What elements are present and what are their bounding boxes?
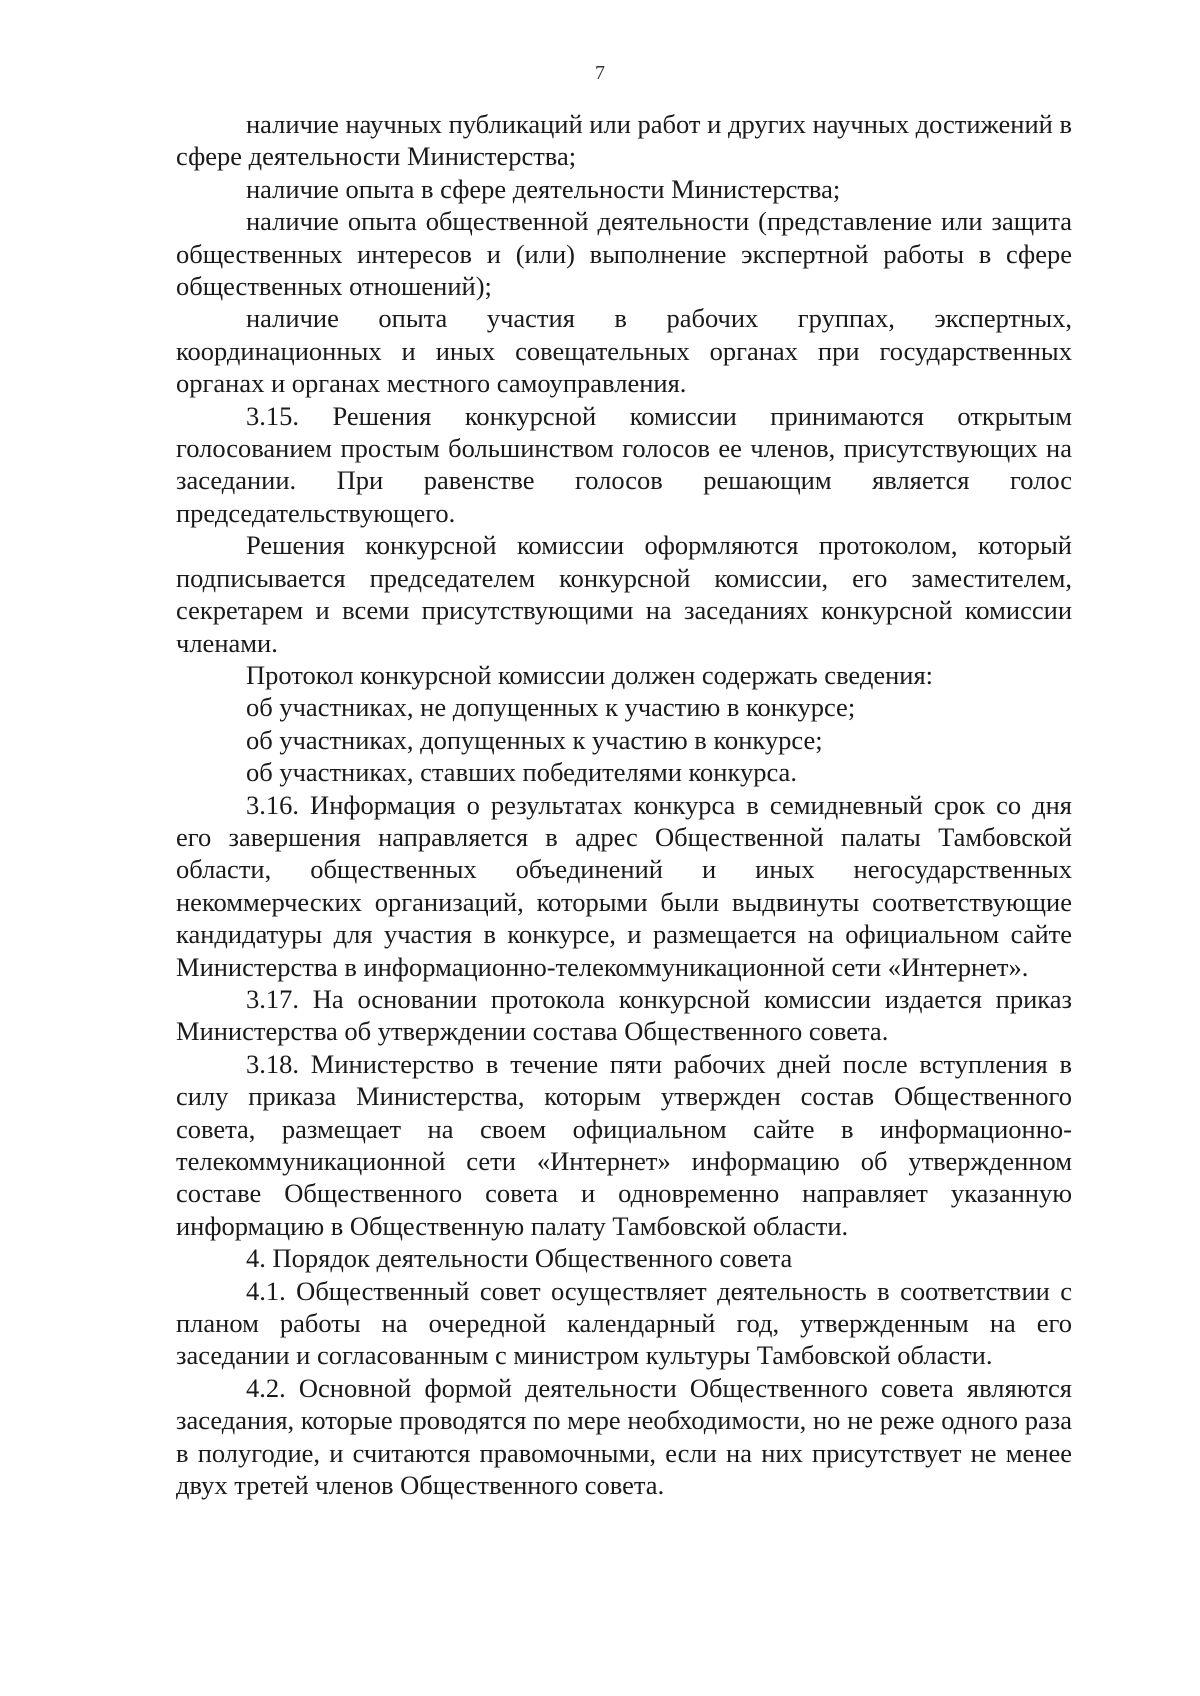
paragraph: наличие опыта общественной деятельности (представление или защита общественных интересов и (или) выполнение экспертной работы в сфере общественных отношений);	[176, 206, 1072, 302]
paragraph: об участниках, не допущенных к участию в конкурсе;	[246, 692, 856, 723]
paragraph: 4.1. Общественный совет осуществляет деятельность в соответствии с планом работы на очередной календарный год, утвержденным на его заседании и согласованным с министром культуры Тамбовской области.	[176, 1275, 1072, 1371]
paragraph: наличие научных публикаций или работ и других научных достижений в сфере деятельности Министерства;	[176, 109, 1072, 172]
paragraph: наличие опыта в сфере деятельности Министерства;	[246, 173, 841, 204]
paragraph: Решения конкурсной комиссии оформляются протоколом, который подписывается председателем конкурсной комиссии, его заместителем, секретарем и всеми присутствующими на заседаниях конкурсной комиссии членами.	[176, 530, 1072, 658]
page-number: 7	[595, 62, 605, 84]
paragraph: об участниках, допущенных к участию в конкурсе;	[246, 724, 823, 755]
paragraph: об участниках, ставших победителями конкурса.	[246, 757, 797, 788]
paragraph: Протокол конкурсной комиссии должен содержать сведения:	[246, 659, 933, 690]
paragraph: 3.16. Информация о результатах конкурса в семидневный срок со дня его завершения направляется в адрес Общественной палаты Тамбовской области, общественных объединений и иных негосударственных некоммерческих организаций, которыми были выдвинуты соответствующие кандидатуры для участия в конкурсе, и размещается на официальном сайте Министерства в информационно-телекоммуникационной сети «Интернет».	[176, 789, 1072, 982]
paragraph: 4.2. Основной формой деятельности Общественного совета являются заседания, которые проводятся по мере необходимости, но не реже одного раза в полугодие, и считаются правомочными, если на них присутствует не менее двух третей членов Общественного совета.	[176, 1372, 1072, 1501]
paragraph: 3.18. Министерство в течение пяти рабочих дней после вступления в силу приказа Министерства, которым утвержден состав Общественного совета, размещает на своем официальном сайте в информационно-телекоммуникационной сети «Интернет» информацию об утвержденном составе Общественного совета и одновременно направляет указанную информацию в Общественную палату Тамбовской области.	[176, 1048, 1072, 1241]
paragraph: наличие опыта участия в рабочих группах, экспертных, координационных и иных совещательных органах при государственных органах и органах местного самоуправления.	[176, 303, 1072, 399]
section-heading: 4. Порядок деятельности Общественного совета	[246, 1243, 793, 1274]
document-body	[176, 108, 1072, 1501]
paragraph: 3.17. На основании протокола конкурсной комиссии издается приказ Министерства об утверждении состава Общественного совета.	[176, 983, 1072, 1047]
paragraph: 3.15. Решения конкурсной комиссии принимаются открытым голосованием простым большинством голосов ее членов, присутствующих на заседании. При равенстве голосов решающим является голос председательствующего.	[176, 400, 1072, 528]
